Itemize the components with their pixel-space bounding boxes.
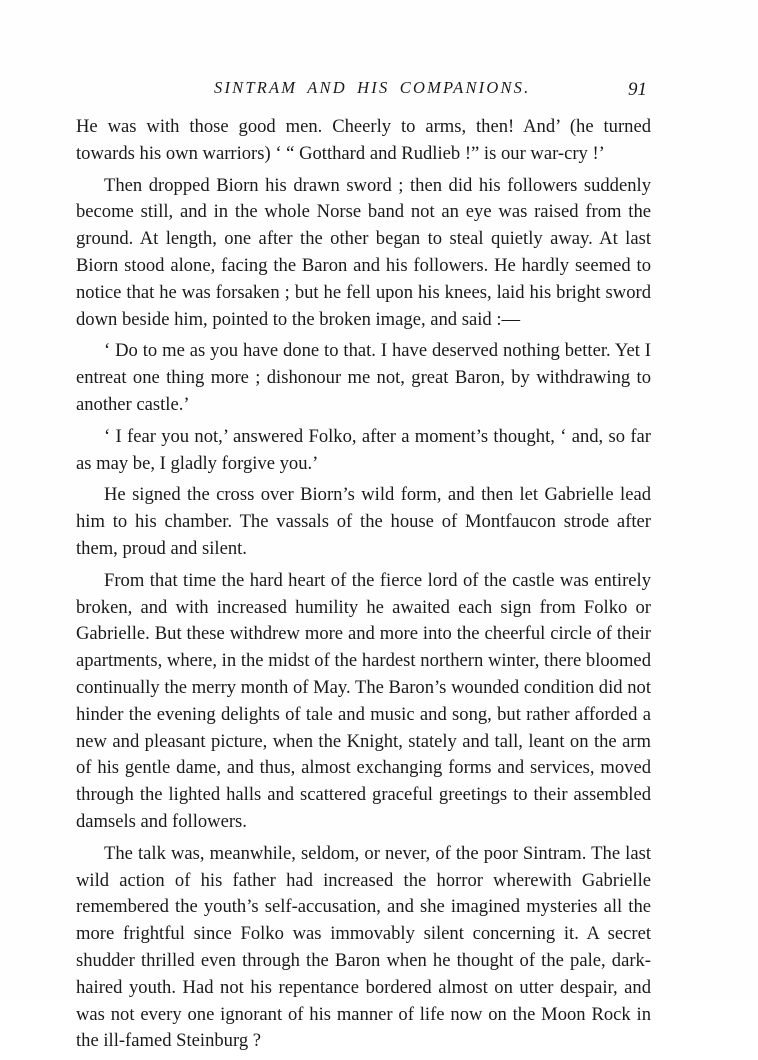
- paragraph: He signed the cross over Biorn’s wild form, and then let Gabrielle lead him to his chamber. The vassals of the house of Montfaucon strode after them, proud and silent.: [76, 484, 651, 559]
- paragraph: ‘ Do to me as you have done to that. I have deserved nothing better. Yet I entreat one thing more ; dishonour me not, great Baron, by withdrawing to another castle.’: [76, 340, 651, 415]
- paragraph: He was with those good men. Cheerly to arms, then! And’ (he turned towards his own warriors) ‘ “ Gotthard and Rudlieb !” is our war-cry !’: [76, 116, 651, 164]
- running-title: SINTRAM AND HIS COMPANIONS.: [214, 78, 531, 97]
- paragraph: The talk was, meanwhile, seldom, or never, of the poor Sintram. The last wild action of his father had increased the horror wherewith Gabrielle remembered the youth’s self-accusation, and she imagined mysteries all the more frightful since Folko was immovably silent concerning it. A secret shudder thrilled even through the Baron when he thought of the pale, dark-haired youth. Had not his repentance bordered almost on utter despair, and was not every one ignorant of his manner of life now on the Moon Rock in the ill-famed Steinburg ?: [76, 842, 651, 1052]
- running-head: [0, 78, 758, 104]
- paragraph: From that time the hard heart of the fierce lord of the castle was entirely broken, and with increased humility he awaited each sign from Folko or Gabrielle. But these withdrew more and more into the cheerful circle of their apartments, where, in the midst of the hardest northern winter, there bloomed continually the merry month of May. The Baron’s wounded condition did not hinder the evening delights of tale and music and song, but rather afforded a new and pleasant picture, when the Knight, stately and tall, leant on the arm of his gentle dame, and thus, almost exchanging forms and services, moved through the lighted halls and scattered graceful greetings to their assembled damsels and followers.: [76, 569, 651, 832]
- body-text: [76, 114, 651, 1060]
- paragraph: ‘ I fear you not,’ answered Folko, after a moment’s thought, ‘ and, so far as may be, I gladly forgive you.’: [76, 425, 651, 474]
- paragraph: Then dropped Biorn his drawn sword ; then did his followers suddenly become still, and in the whole Norse band not an eye was raised from the ground. At length, one after the other began to steal quietly away. At last Biorn stood alone, facing the Baron and his followers. He hardly seemed to notice that he was forsaken ; but he fell upon his knees, laid his bright sword down beside him, pointed to the broken image, and said :—: [76, 174, 651, 330]
- page-number: 91: [628, 79, 647, 100]
